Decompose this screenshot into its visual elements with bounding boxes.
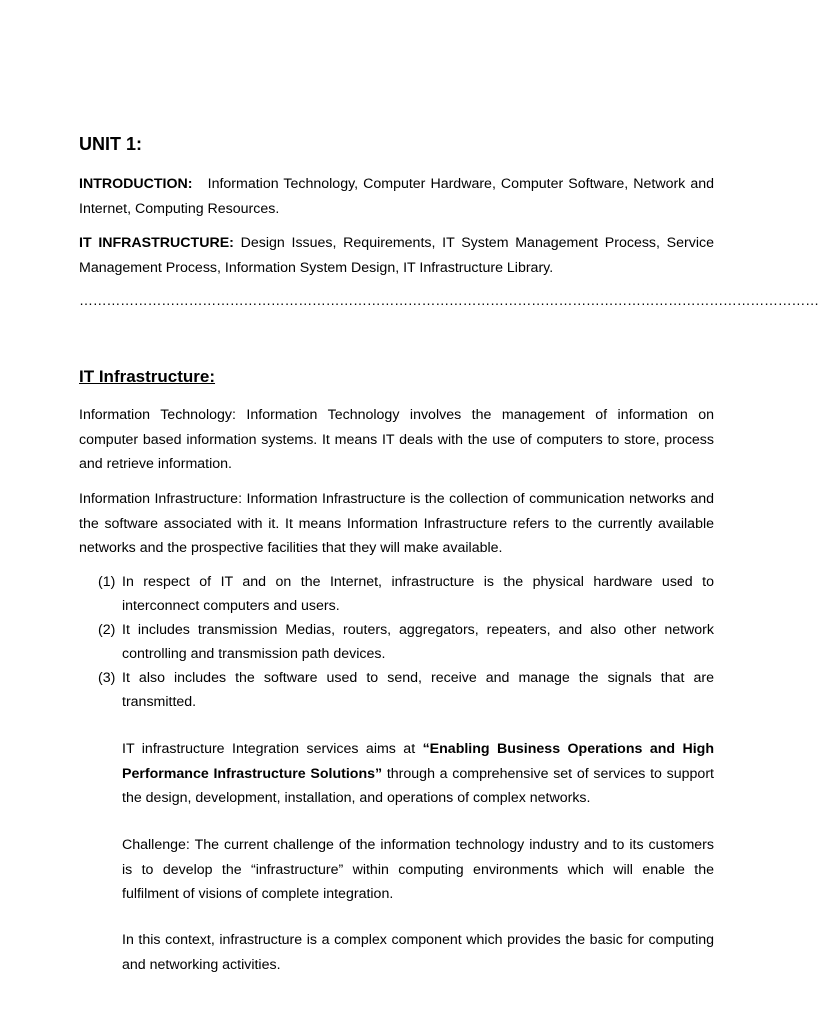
- context-paragraph: In this context, infrastructure is a complex component which provides the basic for computing and networking activities.: [122, 932, 714, 973]
- information-infrastructure-paragraph: Information Infrastructure: Information Infrastructure is the collection of communication networks and the software associated with it. It means Information Infrastructure refers to the currently available networks and the prospective facilities that they will make available.: [79, 491, 714, 556]
- list-item: [79, 618, 714, 666]
- it-infrastructure-topics-paragraph: [79, 231, 714, 280]
- challenge-paragraph: Challenge: The current challenge of the information technology industry and to its customers is to develop the “infrastructure” within computing environments which will enable the fulfilment of visions of complete integration.: [122, 837, 714, 902]
- introduction-paragraph: [79, 172, 714, 221]
- list-item-text: In respect of IT and on the Internet, infrastructure is the physical hardware used to interconnect computers and users.: [122, 574, 714, 614]
- integration-text-before: IT infrastructure Integration services aims at: [122, 741, 423, 757]
- integration-text-after: through a comprehensive set of services to support the design, development, installation, and operations of complex networks.: [122, 765, 714, 806]
- introduction-text: Information Technology, Computer Hardware, Computer Software, Network and Internet, Computing Resources.: [79, 176, 714, 217]
- list-number: (1): [98, 574, 116, 590]
- list-number: (3): [98, 670, 116, 686]
- it-infrastructure-text: Design Issues, Requirements, IT System Management Process, Service Management Process, Information System Design, IT Infrastructure Library.: [79, 235, 714, 276]
- information-technology-paragraph: Information Technology: Information Technology involves the management of information on computer based information systems. It means IT deals with the use of computers to store, process and retrieve information.: [79, 407, 714, 472]
- list-item-text: It also includes the software used to send, receive and manage the signals that are transmitted.: [122, 670, 714, 710]
- unit-title: UNIT 1:: [79, 134, 142, 154]
- list-item: [79, 666, 714, 714]
- introduction-label: INTRODUCTION:: [79, 176, 193, 192]
- section-title: IT Infrastructure:: [79, 367, 216, 386]
- list-number: (2): [98, 622, 116, 638]
- integration-paragraph: [122, 737, 714, 811]
- integration-quote: “Enabling Business Operations and High Performance Infrastructure Solutions”: [122, 741, 715, 782]
- list-item: [79, 570, 714, 618]
- it-infrastructure-label: IT INFRASTRUCTURE:: [79, 235, 234, 251]
- dotted-separator: ………………………………………………………………………………………………………………………………………………: [79, 292, 819, 308]
- list-item-text: It includes transmission Medias, routers, aggregators, repeaters, and also other network controlling and transmission path devices.: [122, 622, 714, 662]
- numbered-list: [79, 570, 714, 714]
